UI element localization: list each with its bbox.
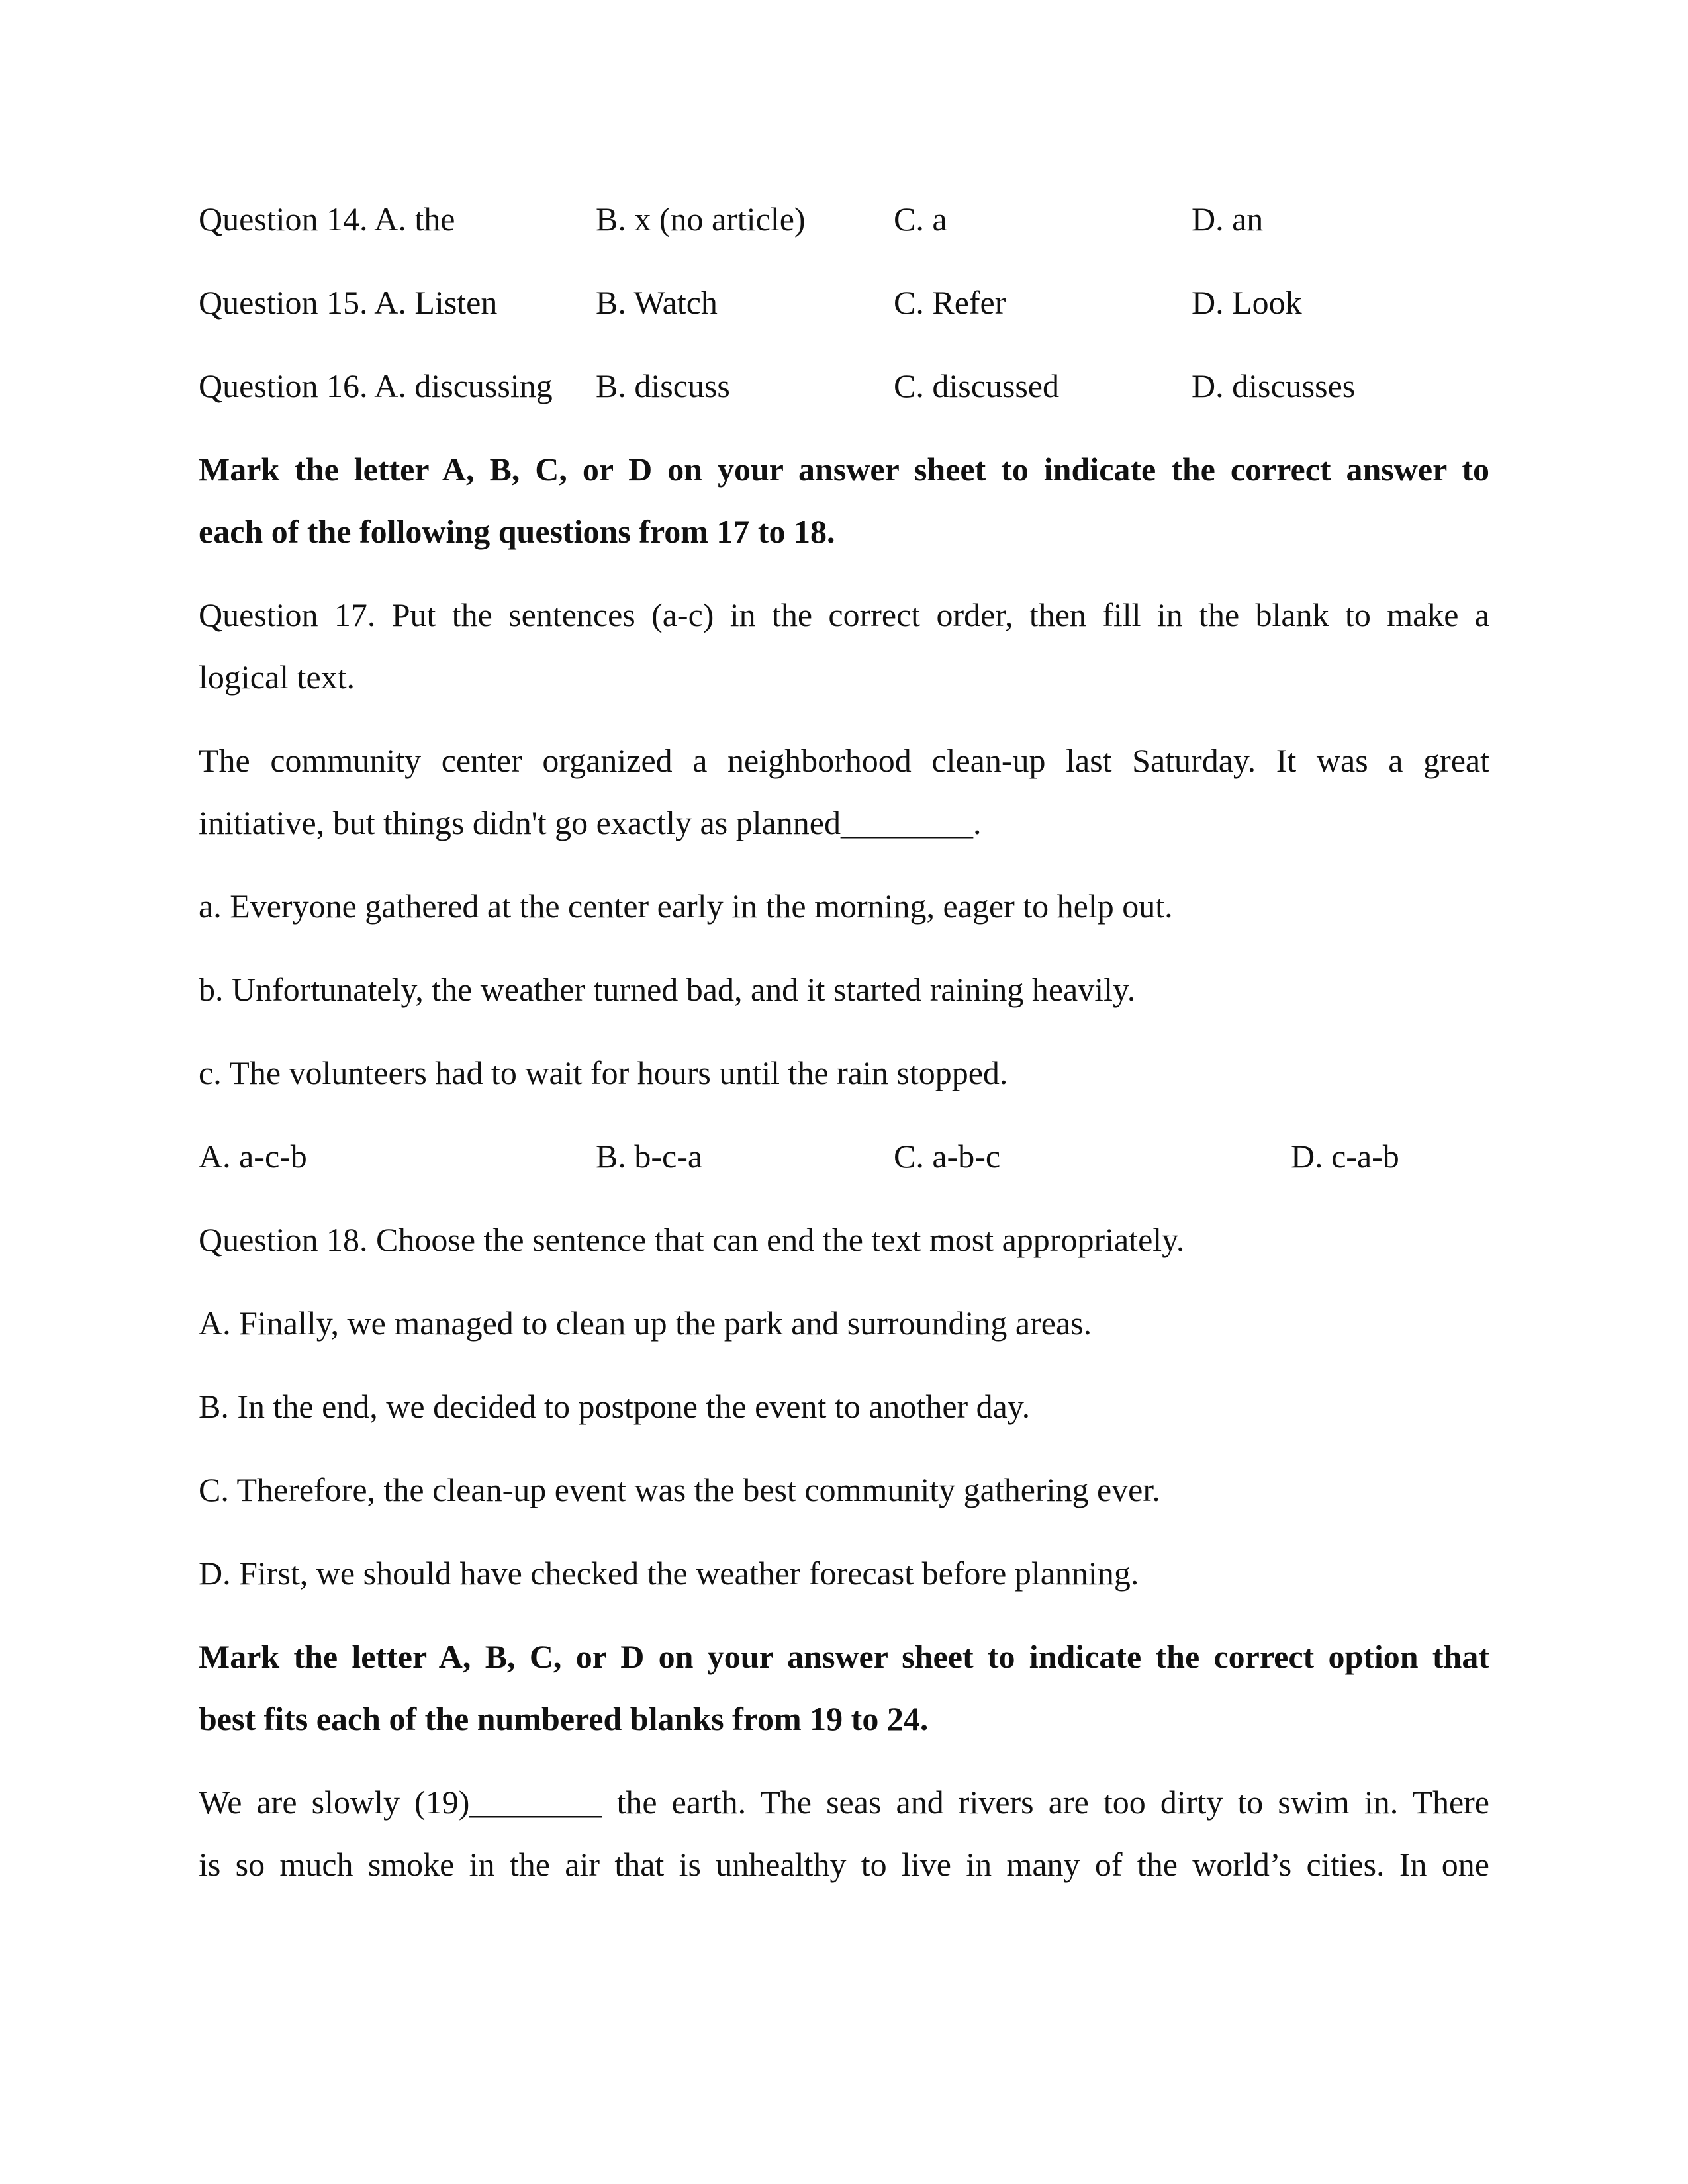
question-17-option-d: D. c-a-b — [1291, 1138, 1399, 1175]
question-18-option-b: B. In the end, we decided to postpone the event to another day. — [199, 1388, 1031, 1425]
question-15-option-d: D. Look — [1192, 284, 1302, 321]
question-17-sentence-c: c. The volunteers had to wait for hours until the rain stopped. — [199, 1054, 1008, 1091]
question-18-prompt: Question 18. Choose the sentence that can end the text most appropriately. — [199, 1221, 1185, 1258]
instruction-1-line-1: Mark the letter A, B, C, or D on your answer sheet to indicate the correct answer to — [199, 451, 1489, 488]
passage-line-2: is so much smoke in the air that is unhealthy to live in many of the world’s cities. In one — [199, 1846, 1489, 1883]
question-18-option-c: C. Therefore, the clean-up event was the best community gathering ever. — [199, 1471, 1160, 1508]
question-17-text-line-2: initiative, but things didn't go exactly as planned________. — [199, 804, 982, 841]
question-17-text-line-1: The community center organized a neighborhood clean-up last Saturday. It was a great — [199, 742, 1489, 779]
question-15-option-c: C. Refer — [894, 284, 1006, 321]
question-15-option-a: Question 15. A. Listen — [199, 284, 498, 321]
question-14-option-a: Question 14. A. the — [199, 201, 455, 238]
question-14-option-d: D. an — [1192, 201, 1264, 238]
question-14-option-c: C. a — [894, 201, 947, 238]
question-16-option-b: B. discuss — [596, 367, 730, 404]
question-17-sentence-b: b. Unfortunately, the weather turned bad, and it started raining heavily. — [199, 971, 1136, 1008]
question-17-prompt-line-1: Question 17. Put the sentences (a-c) in the correct order, then fill in the blank to make a — [199, 596, 1489, 633]
question-14-option-b: B. x (no article) — [596, 201, 806, 238]
question-17-option-b: B. b-c-a — [596, 1138, 703, 1175]
instruction-2-line-1: Mark the letter A, B, C, or D on your answer sheet to indicate the correct option that — [199, 1638, 1489, 1675]
question-16-option-a: Question 16. A. discussing — [199, 367, 553, 404]
question-17-option-c: C. a-b-c — [894, 1138, 1001, 1175]
question-17-option-a: A. a-c-b — [199, 1138, 307, 1175]
question-17-prompt-line-2: logical text. — [199, 659, 355, 696]
question-18-option-d: D. First, we should have checked the weather forecast before planning. — [199, 1555, 1139, 1592]
instruction-1-line-2: each of the following questions from 17 to 18. — [199, 513, 835, 550]
question-15-option-b: B. Watch — [596, 284, 718, 321]
instruction-2-line-2: best fits each of the numbered blanks from 19 to 24. — [199, 1700, 929, 1737]
question-16-option-d: D. discusses — [1192, 367, 1356, 404]
question-17-sentence-a: a. Everyone gathered at the center early in the morning, eager to help out. — [199, 887, 1173, 925]
question-18-option-a: A. Finally, we managed to clean up the park and surrounding areas. — [199, 1304, 1092, 1342]
passage-line-1: We are slowly (19)________ the earth. The seas and rivers are too dirty to swim in. There — [199, 1784, 1489, 1821]
question-16-option-c: C. discussed — [894, 367, 1059, 404]
